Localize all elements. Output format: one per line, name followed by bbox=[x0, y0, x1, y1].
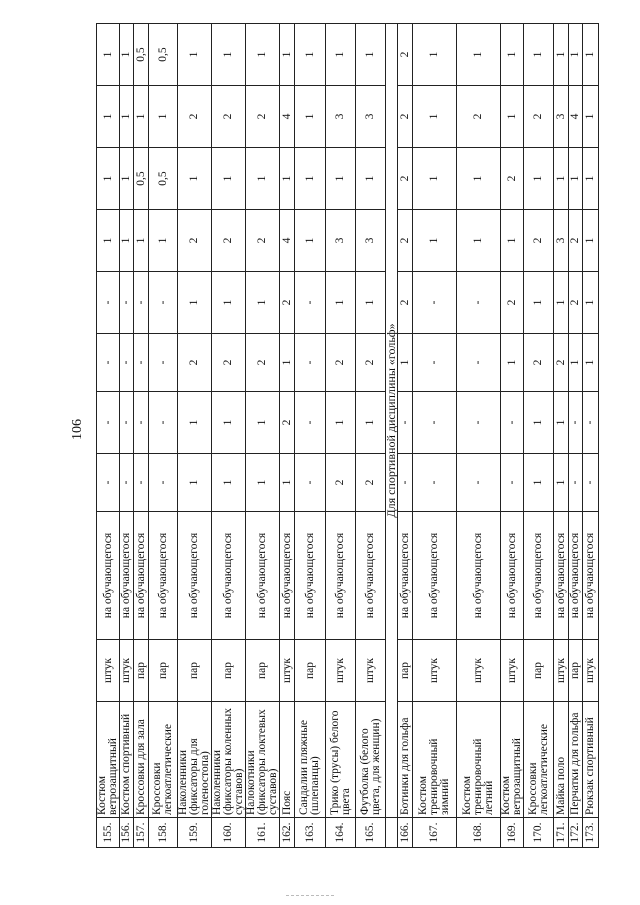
table-row bbox=[97, 24, 120, 848]
stage2-quantity: - bbox=[97, 334, 120, 392]
stage1-usage-period: 1 bbox=[356, 392, 386, 454]
unit-of-measure: пар bbox=[178, 640, 212, 702]
stage1-usage-period: 1 bbox=[178, 392, 212, 454]
stage4-quantity: 1 bbox=[134, 86, 149, 148]
stage2-quantity: 2 bbox=[356, 334, 386, 392]
stage2-usage-period: - bbox=[134, 272, 149, 334]
stage1-quantity: - bbox=[97, 454, 120, 512]
stage1-quantity: - bbox=[583, 454, 599, 512]
stage4-quantity: 1 bbox=[501, 86, 524, 148]
table-row bbox=[134, 24, 149, 848]
calculation-basis: на обучающегося bbox=[501, 512, 524, 640]
stage4-usage-period: 1 bbox=[524, 24, 554, 86]
calculation-basis: на обучающегося bbox=[356, 512, 386, 640]
stage4-usage-period: 0,5 bbox=[134, 24, 149, 86]
stage1-quantity: 1 bbox=[178, 454, 212, 512]
stage2-usage-period: 1 bbox=[246, 272, 280, 334]
stage4-usage-period: 1 bbox=[569, 24, 583, 86]
stage4-quantity: 4 bbox=[569, 86, 583, 148]
stage3-quantity: 2 bbox=[398, 210, 413, 272]
stage3-usage-period: 1 bbox=[295, 148, 326, 210]
stage4-usage-period: 1 bbox=[295, 24, 326, 86]
section-row bbox=[386, 24, 398, 848]
stage4-usage-period: 1 bbox=[554, 24, 569, 86]
stage2-usage-period: - bbox=[295, 272, 326, 334]
stage4-quantity: 1 bbox=[295, 86, 326, 148]
table-row bbox=[524, 24, 554, 848]
unit-of-measure: пар bbox=[134, 640, 149, 702]
stage2-usage-period: 2 bbox=[398, 272, 413, 334]
stage4-usage-period: 1 bbox=[97, 24, 120, 86]
stage3-quantity: 1 bbox=[149, 210, 178, 272]
calculation-basis: на обучающегося bbox=[398, 512, 413, 640]
table-body-before-section bbox=[97, 24, 386, 848]
table-row bbox=[246, 24, 280, 848]
table-row bbox=[295, 24, 326, 848]
row-number: 163. bbox=[295, 818, 326, 848]
stage1-quantity: 1 bbox=[246, 454, 280, 512]
table-row bbox=[583, 24, 599, 848]
stage4-quantity: 4 bbox=[280, 86, 295, 148]
page-number: 106 bbox=[70, 419, 85, 440]
stage3-usage-period: 1 bbox=[413, 148, 457, 210]
stage3-usage-period: 1 bbox=[554, 148, 569, 210]
stage1-quantity: - bbox=[149, 454, 178, 512]
item-name: Сандалии пляжные (шлепанцы) bbox=[295, 702, 326, 818]
unit-of-measure: штук bbox=[120, 640, 134, 702]
stage4-usage-period: 1 bbox=[583, 24, 599, 86]
stage1-usage-period: - bbox=[134, 392, 149, 454]
stage2-usage-period: 1 bbox=[356, 272, 386, 334]
stage3-usage-period: 1 bbox=[457, 148, 501, 210]
stage1-usage-period: 1 bbox=[212, 392, 246, 454]
stage1-usage-period: - bbox=[97, 392, 120, 454]
stage3-quantity: 1 bbox=[97, 210, 120, 272]
calculation-basis: на обучающегося bbox=[97, 512, 120, 640]
calculation-basis: на обучающегося bbox=[569, 512, 583, 640]
table-row bbox=[457, 24, 501, 848]
stage1-quantity: - bbox=[413, 454, 457, 512]
stage2-usage-period: - bbox=[413, 272, 457, 334]
stage1-quantity: - bbox=[398, 454, 413, 512]
stage1-quantity: - bbox=[457, 454, 501, 512]
stage4-usage-period: 0,5 bbox=[149, 24, 178, 86]
table-section-golf bbox=[386, 24, 398, 848]
stage3-usage-period: 2 bbox=[501, 148, 524, 210]
table-row bbox=[212, 24, 246, 848]
stage2-usage-period: - bbox=[97, 272, 120, 334]
stage4-usage-period: 1 bbox=[457, 24, 501, 86]
stage4-usage-period: 1 bbox=[212, 24, 246, 86]
scan-mark bbox=[286, 895, 334, 896]
stage4-usage-period: 1 bbox=[120, 24, 134, 86]
stage3-usage-period: 0,5 bbox=[149, 148, 178, 210]
table-row bbox=[398, 24, 413, 848]
stage3-quantity: 4 bbox=[280, 210, 295, 272]
unit-of-measure: пар bbox=[212, 640, 246, 702]
row-number: 158. bbox=[149, 818, 178, 848]
stage2-quantity: 2 bbox=[212, 334, 246, 392]
stage2-usage-period: 2 bbox=[501, 272, 524, 334]
stage1-quantity: - bbox=[120, 454, 134, 512]
stage1-quantity: 1 bbox=[554, 454, 569, 512]
stage1-usage-period: - bbox=[398, 392, 413, 454]
section-title: Для спортивной дисциплины «гольф» bbox=[386, 24, 398, 818]
calculation-basis: на обучающегося bbox=[178, 512, 212, 640]
item-name: Наколенники (фиксаторы коленных суставов) bbox=[212, 702, 246, 818]
row-number: 168. bbox=[457, 818, 501, 848]
stage3-quantity: 2 bbox=[178, 210, 212, 272]
stage3-usage-period: 1 bbox=[212, 148, 246, 210]
item-name: Ботинки для гольфа bbox=[398, 702, 413, 818]
stage3-usage-period: 1 bbox=[326, 148, 356, 210]
stage3-quantity: 3 bbox=[554, 210, 569, 272]
item-name: Кроссовки легкоатлетические bbox=[524, 702, 554, 818]
stage4-usage-period: 1 bbox=[356, 24, 386, 86]
table-row bbox=[280, 24, 295, 848]
calculation-basis: на обучающегося bbox=[134, 512, 149, 640]
row-number: 164. bbox=[326, 818, 356, 848]
stage1-usage-period: - bbox=[457, 392, 501, 454]
stage4-usage-period: 1 bbox=[246, 24, 280, 86]
row-number: 169. bbox=[501, 818, 524, 848]
calculation-basis: на обучающегося bbox=[413, 512, 457, 640]
unit-of-measure: штук bbox=[356, 640, 386, 702]
row-number: 165. bbox=[356, 818, 386, 848]
stage1-quantity: 1 bbox=[524, 454, 554, 512]
stage2-quantity: - bbox=[457, 334, 501, 392]
row-number: 156. bbox=[120, 818, 134, 848]
table-row bbox=[120, 24, 134, 848]
stage2-usage-period: - bbox=[120, 272, 134, 334]
unit-of-measure: пар bbox=[398, 640, 413, 702]
stage3-usage-period: 1 bbox=[178, 148, 212, 210]
stage1-quantity: - bbox=[295, 454, 326, 512]
stage3-usage-period: 1 bbox=[524, 148, 554, 210]
table-row bbox=[554, 24, 569, 848]
row-number: 160. bbox=[212, 818, 246, 848]
table-row bbox=[501, 24, 524, 848]
equipment-table bbox=[96, 23, 599, 848]
unit-of-measure: пар bbox=[246, 640, 280, 702]
stage4-quantity: 2 bbox=[524, 86, 554, 148]
stage3-quantity: 1 bbox=[501, 210, 524, 272]
stage2-usage-period: 2 bbox=[280, 272, 295, 334]
row-number: 167. bbox=[413, 818, 457, 848]
stage1-quantity: - bbox=[569, 454, 583, 512]
calculation-basis: на обучающегося bbox=[280, 512, 295, 640]
stage2-quantity: 2 bbox=[554, 334, 569, 392]
item-name: Футболка (белого цвета, для женщин) bbox=[356, 702, 386, 818]
stage1-usage-period: - bbox=[569, 392, 583, 454]
stage4-quantity: 3 bbox=[326, 86, 356, 148]
stage4-quantity: 2 bbox=[398, 86, 413, 148]
stage2-usage-period: 2 bbox=[569, 272, 583, 334]
calculation-basis: на обучающегося bbox=[120, 512, 134, 640]
stage2-quantity: 2 bbox=[326, 334, 356, 392]
item-name: Костюм спортивный bbox=[120, 702, 134, 818]
stage4-quantity: 1 bbox=[583, 86, 599, 148]
stage3-usage-period: 1 bbox=[356, 148, 386, 210]
stage3-quantity: 2 bbox=[246, 210, 280, 272]
stage2-quantity: 1 bbox=[398, 334, 413, 392]
row-number: 162. bbox=[280, 818, 295, 848]
stage2-usage-period: 1 bbox=[178, 272, 212, 334]
stage2-quantity: - bbox=[295, 334, 326, 392]
stage1-quantity: - bbox=[501, 454, 524, 512]
unit-of-measure: штук bbox=[97, 640, 120, 702]
table-row bbox=[356, 24, 386, 848]
stage4-quantity: 1 bbox=[120, 86, 134, 148]
unit-of-measure: пар bbox=[524, 640, 554, 702]
stage4-usage-period: 2 bbox=[398, 24, 413, 86]
stage2-quantity: 2 bbox=[524, 334, 554, 392]
stage3-quantity: 3 bbox=[356, 210, 386, 272]
item-name: Пояс bbox=[280, 702, 295, 818]
row-number: 172. bbox=[569, 818, 583, 848]
row-number: 173. bbox=[583, 818, 599, 848]
table-row bbox=[326, 24, 356, 848]
stage2-usage-period: 1 bbox=[554, 272, 569, 334]
stage2-quantity: - bbox=[134, 334, 149, 392]
table-row bbox=[413, 24, 457, 848]
calculation-basis: на обучающегося bbox=[583, 512, 599, 640]
unit-of-measure: штук bbox=[501, 640, 524, 702]
table-row bbox=[569, 24, 583, 848]
calculation-basis: на обучающегося bbox=[212, 512, 246, 640]
calculation-basis: на обучающегося bbox=[326, 512, 356, 640]
row-number: 171. bbox=[554, 818, 569, 848]
stage3-quantity: 1 bbox=[295, 210, 326, 272]
stage3-quantity: 1 bbox=[120, 210, 134, 272]
item-name: Трико (трусы) белого цвета bbox=[326, 702, 356, 818]
calculation-basis: на обучающегося bbox=[149, 512, 178, 640]
stage1-usage-period: 2 bbox=[280, 392, 295, 454]
stage3-quantity: 1 bbox=[413, 210, 457, 272]
item-name: Майка поло bbox=[554, 702, 569, 818]
calculation-basis: на обучающегося bbox=[295, 512, 326, 640]
stage3-usage-period: 2 bbox=[398, 148, 413, 210]
stage2-quantity: - bbox=[120, 334, 134, 392]
unit-of-measure: штук bbox=[583, 640, 599, 702]
stage3-quantity: 3 bbox=[326, 210, 356, 272]
calculation-basis: на обучающегося bbox=[524, 512, 554, 640]
stage1-usage-period: 1 bbox=[554, 392, 569, 454]
stage1-quantity: 2 bbox=[326, 454, 356, 512]
table-row bbox=[178, 24, 212, 848]
unit-of-measure: пар bbox=[149, 640, 178, 702]
table-body-after-section bbox=[398, 24, 599, 848]
stage3-quantity: 1 bbox=[457, 210, 501, 272]
stage3-usage-period: 1 bbox=[569, 148, 583, 210]
stage4-quantity: 3 bbox=[554, 86, 569, 148]
stage2-quantity: 2 bbox=[178, 334, 212, 392]
calculation-basis: на обучающегося bbox=[246, 512, 280, 640]
item-name: Рюкзак спортивный bbox=[583, 702, 599, 818]
unit-of-measure: штук bbox=[280, 640, 295, 702]
stage1-usage-period: - bbox=[295, 392, 326, 454]
stage4-quantity: 2 bbox=[212, 86, 246, 148]
row-number: 155. bbox=[97, 818, 120, 848]
stage4-usage-period: 1 bbox=[501, 24, 524, 86]
stage1-usage-period: - bbox=[583, 392, 599, 454]
stage1-usage-period: - bbox=[501, 392, 524, 454]
item-name: Костюм ветрозащитный bbox=[97, 702, 120, 818]
calculation-basis: на обучающегося bbox=[457, 512, 501, 640]
stage1-usage-period: 1 bbox=[246, 392, 280, 454]
unit-of-measure: штук bbox=[326, 640, 356, 702]
stage3-usage-period: 1 bbox=[280, 148, 295, 210]
stage4-usage-period: 1 bbox=[280, 24, 295, 86]
stage2-usage-period: 1 bbox=[212, 272, 246, 334]
unit-of-measure: штук bbox=[457, 640, 501, 702]
unit-of-measure: пар bbox=[295, 640, 326, 702]
stage4-quantity: 2 bbox=[246, 86, 280, 148]
stage2-quantity: 2 bbox=[246, 334, 280, 392]
stage2-usage-period: 1 bbox=[583, 272, 599, 334]
stage2-usage-period: 1 bbox=[524, 272, 554, 334]
stage2-quantity: - bbox=[149, 334, 178, 392]
calculation-basis: на обучающегося bbox=[554, 512, 569, 640]
stage3-usage-period: 1 bbox=[120, 148, 134, 210]
stage2-quantity: - bbox=[413, 334, 457, 392]
stage4-quantity: 2 bbox=[457, 86, 501, 148]
stage2-usage-period: 1 bbox=[326, 272, 356, 334]
stage4-quantity: 1 bbox=[149, 86, 178, 148]
item-name: Перчатки для гольфа bbox=[569, 702, 583, 818]
unit-of-measure: штук bbox=[413, 640, 457, 702]
stage2-usage-period: - bbox=[149, 272, 178, 334]
stage4-quantity: 1 bbox=[413, 86, 457, 148]
unit-of-measure: пар bbox=[569, 640, 583, 702]
stage2-quantity: 1 bbox=[280, 334, 295, 392]
stage4-quantity: 2 bbox=[178, 86, 212, 148]
stage1-quantity: 1 bbox=[280, 454, 295, 512]
stage1-usage-period: 1 bbox=[326, 392, 356, 454]
row-number: 159. bbox=[178, 818, 212, 848]
stage3-quantity: 1 bbox=[134, 210, 149, 272]
stage3-usage-period: 0,5 bbox=[134, 148, 149, 210]
stage1-usage-period: 1 bbox=[524, 392, 554, 454]
stage4-quantity: 3 bbox=[356, 86, 386, 148]
item-name: Наколенники (фиксаторы для голеностопа) bbox=[178, 702, 212, 818]
table-row bbox=[149, 24, 178, 848]
stage3-quantity: 1 bbox=[583, 210, 599, 272]
stage3-usage-period: 1 bbox=[246, 148, 280, 210]
item-name: Кроссовки легкоатлетические bbox=[149, 702, 178, 818]
item-name: Костюм ветрозащитный bbox=[501, 702, 524, 818]
item-name: Костюм тренировочный зимний bbox=[413, 702, 457, 818]
stage3-usage-period: 1 bbox=[583, 148, 599, 210]
stage4-quantity: 1 bbox=[97, 86, 120, 148]
row-number: 166. bbox=[398, 818, 413, 848]
stage1-usage-period: - bbox=[413, 392, 457, 454]
stage3-quantity: 2 bbox=[212, 210, 246, 272]
stage1-usage-period: - bbox=[120, 392, 134, 454]
stage1-quantity: 2 bbox=[356, 454, 386, 512]
stage3-usage-period: 1 bbox=[97, 148, 120, 210]
stage4-usage-period: 1 bbox=[178, 24, 212, 86]
stage4-usage-period: 1 bbox=[413, 24, 457, 86]
stage1-usage-period: - bbox=[149, 392, 178, 454]
item-name: Кроссовки для зала bbox=[134, 702, 149, 818]
stage3-quantity: 2 bbox=[569, 210, 583, 272]
row-number: 157. bbox=[134, 818, 149, 848]
item-name: Костюм тренировочный летний bbox=[457, 702, 501, 818]
section-spacer bbox=[386, 818, 398, 848]
stage2-quantity: 1 bbox=[583, 334, 599, 392]
stage2-quantity: 1 bbox=[501, 334, 524, 392]
row-number: 161. bbox=[246, 818, 280, 848]
stage1-quantity: - bbox=[134, 454, 149, 512]
row-number: 170. bbox=[524, 818, 554, 848]
stage2-usage-period: - bbox=[457, 272, 501, 334]
unit-of-measure: штук bbox=[554, 640, 569, 702]
stage4-usage-period: 1 bbox=[326, 24, 356, 86]
stage1-quantity: 1 bbox=[212, 454, 246, 512]
stage3-quantity: 2 bbox=[524, 210, 554, 272]
item-name: Налокотники (фиксаторы локтевых суставов) bbox=[246, 702, 280, 818]
stage2-quantity: 1 bbox=[569, 334, 583, 392]
rotated-table-container bbox=[96, 24, 596, 848]
